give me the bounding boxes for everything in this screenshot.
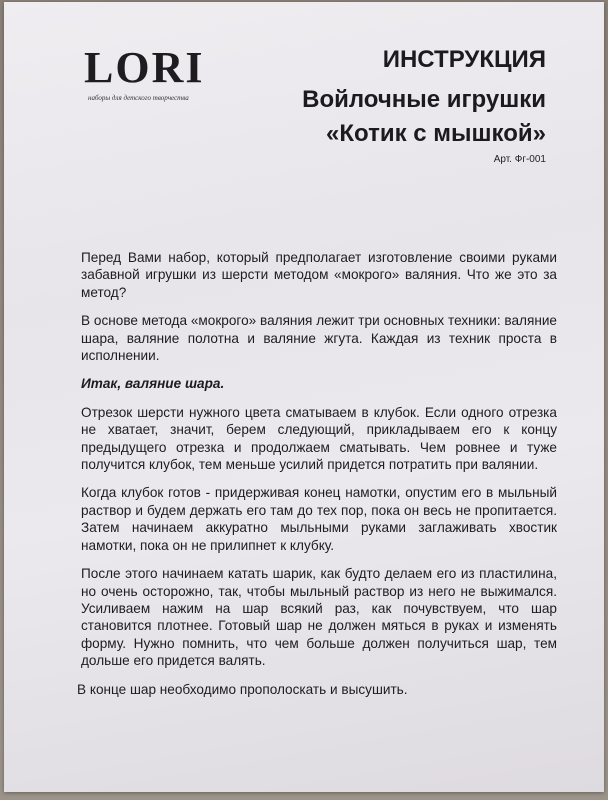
instruction-body — [77, 249, 557, 709]
intro-paragraph: Перед Вами набор, который предполагает изготовление своими руками забавной игрушки из шерсти методом «мокрого» валяния. Что же это за метод? — [81, 250, 557, 300]
rolling-paragraph: После этого начинаем катать шарик, как будто делаем его из пластилина, но очень осторожно, так, чтобы мыльный раствор из него не выжимался. Усиливаем нажим на шар всякий раз, как почувствуем, что шар становится плотнее. Готовый шар не должен мяться в руках и изменять форму. Нужно помнить, что чем больше должен получиться шар, тем дольше его придется валять. — [81, 566, 557, 669]
brand-logo: LORI — [84, 43, 205, 92]
soaking-paragraph: Когда клубок готов - придерживая конец намотки, опустим его в мыльный раствор и будем держать его там до тех пор, пока он весь не пропитается. Затем начинаем аккуратно мыльными руками заглаживать хвостик намотки, пока он не прилипнет к клубку. — [81, 485, 557, 553]
section-heading: Итак, валяние шара. — [81, 376, 225, 392]
instruction-sheet — [4, 2, 604, 792]
product-name: «Котик с мышкой» — [326, 120, 546, 147]
product-category: Войлочные игрушки — [302, 86, 546, 113]
techniques-paragraph: В основе метода «мокрого» валяния лежит три основных техники: валяние шара, валяние полотна и валяние жгута. Каждая из техник проста в исполнении. — [81, 313, 557, 364]
brand-tagline: наборы для детского творчества — [88, 94, 189, 102]
page-title: ИНСТРУКЦИЯ — [382, 46, 546, 73]
article-number: Арт. Фг-001 — [493, 154, 546, 165]
winding-paragraph: Отрезок шерсти нужного цвета сматываем в клубок. Если одного отрезка не хватает, значит, берем следующий, прикладываем его к концу предыдущего отрезка и продолжаем сматывать. Чем ровнее и туже получится клубок, тем меньше усилий придется потратить при валянии. — [81, 404, 557, 473]
final-paragraph: В конце шар необходимо прополоскать и высушить. — [77, 681, 408, 697]
